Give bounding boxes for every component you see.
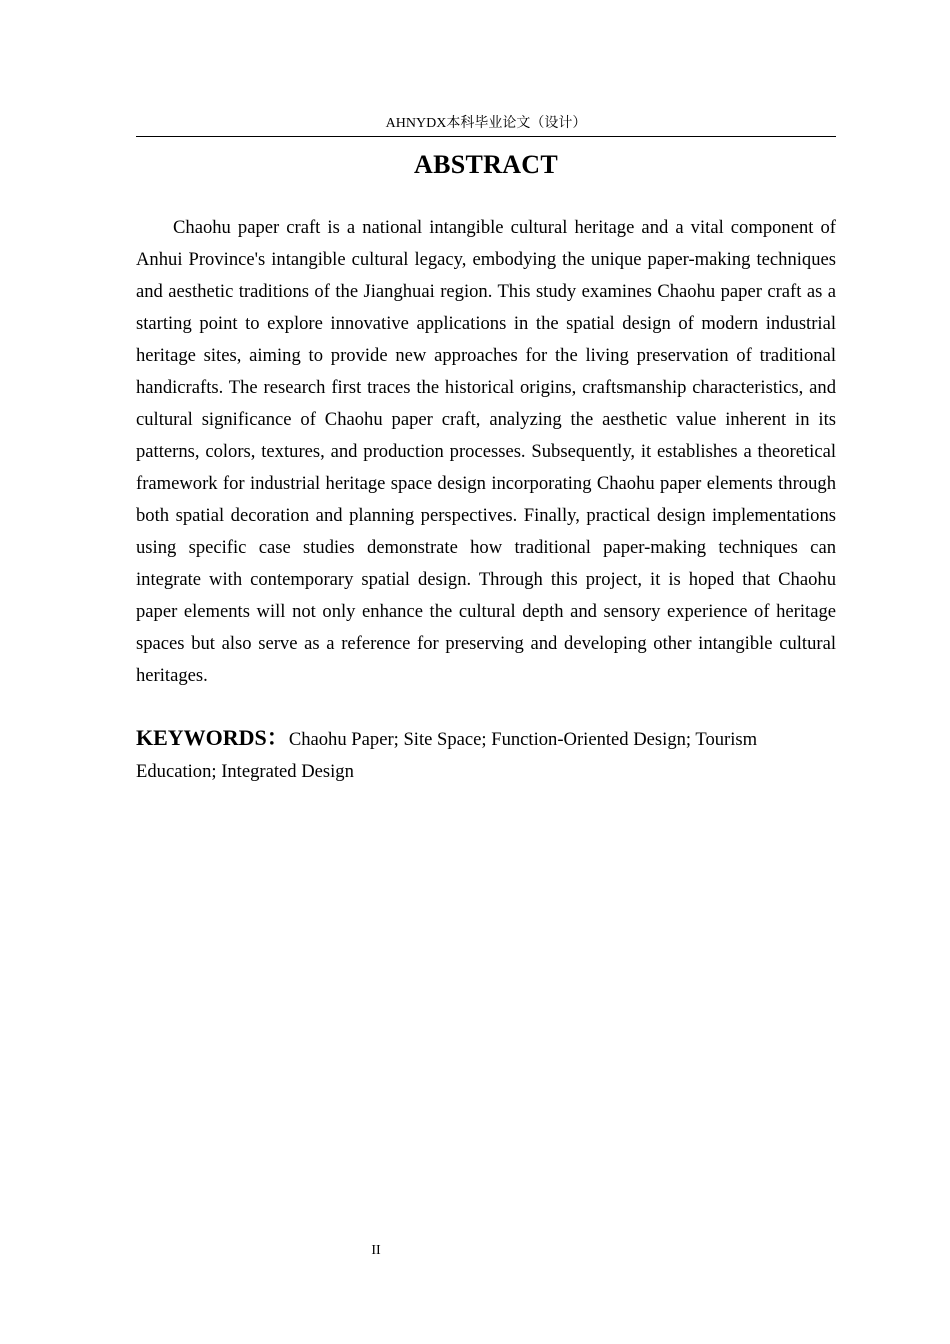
keywords-text: Chaohu Paper; Site Space; Function-Oriented Design; Tourism Education; Integrated Design (136, 729, 758, 782)
page-number: II (371, 1243, 381, 1258)
keywords-line (136, 722, 836, 788)
keywords-label: KEYWORDS： (136, 725, 289, 750)
running-header: AHNYDX本科毕业论文（设计） (136, 114, 836, 137)
abstract-title: ABSTRACT (414, 150, 558, 179)
abstract-paragraph: Chaohu paper craft is a national intangible cultural heritage and a vital component of Anhui Province's intangible cultural legacy, embodying the unique paper-making techniques and aesthetic traditions of the Jianghuai region. This study examines Chaohu paper craft as a starting point to explore innovative applications in the spatial design of modern industrial heritage sites, aiming to provide new approaches for the living preservation of traditional handicrafts. The research first traces the historical origins, craftsmanship characteristics, and cultural significance of Chaohu paper craft, analyzing the aesthetic value inherent in its patterns, colors, textures, and production processes. Subsequently, it establishes a theoretical framework for industrial heritage space design incorporating Chaohu paper elements through both spatial decoration and planning perspectives. Finally, practical design implementations using specific case studies demonstrate how traditional paper-making techniques can integrate with contemporary spatial design. Through this project, it is hoped that Chaohu paper elements will not only enhance the cultural depth and sensory experience of heritage spaces but also serve as a reference for preserving and developing other intangible cultural heritages. (136, 217, 836, 686)
